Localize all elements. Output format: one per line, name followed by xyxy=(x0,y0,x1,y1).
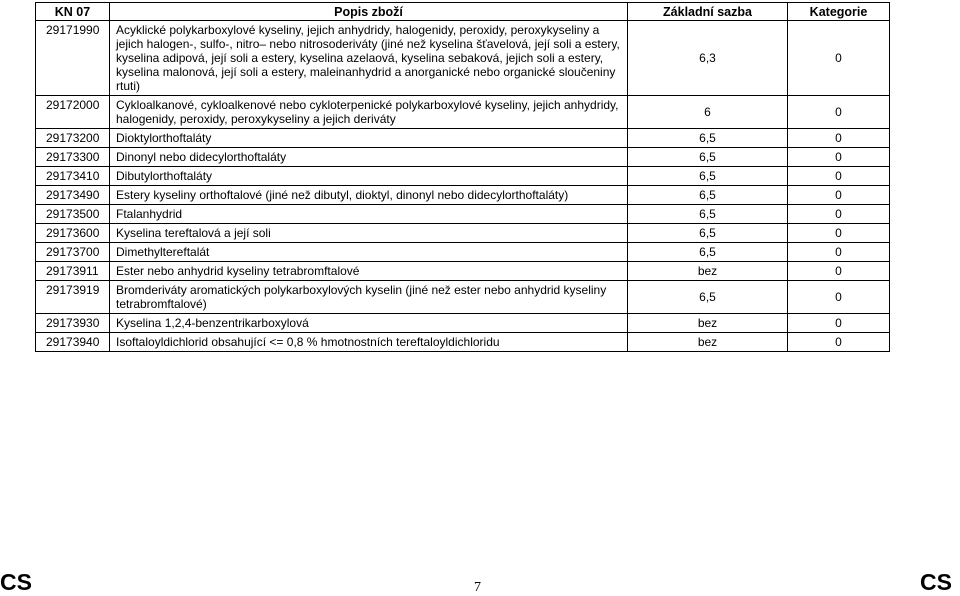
row-rate: bez xyxy=(628,314,788,333)
table-row xyxy=(36,224,890,243)
row-category: 0 xyxy=(788,224,890,243)
row-category: 0 xyxy=(788,148,890,167)
row-rate: 6,3 xyxy=(628,21,788,96)
row-description: Dinonyl nebo didecylorthoftaláty xyxy=(110,148,628,167)
row-description: Ftalanhydrid xyxy=(110,205,628,224)
row-description: Isoftaloyldichlorid obsahující <= 0,8 % hmotnostních tereftaloyldichloridu xyxy=(110,333,628,352)
row-code: 29173410 xyxy=(36,167,110,186)
row-category: 0 xyxy=(788,96,890,129)
row-description: Dibutylorthoftaláty xyxy=(110,167,628,186)
header-code: KN 07 xyxy=(36,3,110,21)
row-rate: 6,5 xyxy=(628,224,788,243)
row-category: 0 xyxy=(788,314,890,333)
row-code: 29173930 xyxy=(36,314,110,333)
row-category: 0 xyxy=(788,205,890,224)
row-rate: 6,5 xyxy=(628,186,788,205)
header-category: Kategorie xyxy=(788,3,890,21)
footer-language-mark-right: CS xyxy=(920,569,952,595)
row-rate: 6,5 xyxy=(628,281,788,314)
table-row xyxy=(36,243,890,262)
row-description: Dimethyltereftalát xyxy=(110,243,628,262)
table-row xyxy=(36,314,890,333)
table-row xyxy=(36,148,890,167)
row-rate: 6,5 xyxy=(628,129,788,148)
table-row xyxy=(36,262,890,281)
table-row xyxy=(36,167,890,186)
row-code: 29173919 xyxy=(36,281,110,314)
row-category: 0 xyxy=(788,186,890,205)
row-code: 29171990 xyxy=(36,21,110,96)
row-description: Cykloalkanové, cykloalkenové nebo cykloterpenické polykarboxylové kyseliny, jejich anhydridy, halogenidy, peroxidy, peroxykyseliny a jejich deriváty xyxy=(110,96,628,129)
table-row xyxy=(36,21,890,96)
row-rate: 6 xyxy=(628,96,788,129)
row-description: Estery kyseliny orthoftalové (jiné než dibutyl, dioktyl, dinonyl nebo didecylorthoftaláty) xyxy=(110,186,628,205)
table-row xyxy=(36,96,890,129)
row-rate: 6,5 xyxy=(628,243,788,262)
page-number: 7 xyxy=(474,580,481,595)
row-description: Dioktylorthoftaláty xyxy=(110,129,628,148)
table-row xyxy=(36,205,890,224)
row-description: Acyklické polykarboxylové kyseliny, jejich anhydridy, halogenidy, peroxidy, peroxykyseliny a jejich halogen-, sulfo-, nitro– nebo nitrosoderiváty (jiné než kyselina šťavelová, její soli a estery, kyselina adipová, její soli a estery, kyselina azelaová, kyselina sebaková, jejich soli a estery, kyselina malonová, její soli a estery, maleinanhydrid a anorganické nebo organické sloučeniny rtuti) xyxy=(110,21,628,96)
row-category: 0 xyxy=(788,167,890,186)
row-code: 29173500 xyxy=(36,205,110,224)
row-code: 29173300 xyxy=(36,148,110,167)
row-rate: 6,5 xyxy=(628,148,788,167)
table-row xyxy=(36,186,890,205)
row-category: 0 xyxy=(788,243,890,262)
table-row xyxy=(36,281,890,314)
row-category: 0 xyxy=(788,21,890,96)
row-category: 0 xyxy=(788,333,890,352)
row-category: 0 xyxy=(788,262,890,281)
row-category: 0 xyxy=(788,281,890,314)
header-rate: Základní sazba xyxy=(628,3,788,21)
table-row xyxy=(36,333,890,352)
row-code: 29172000 xyxy=(36,96,110,129)
row-rate: bez xyxy=(628,333,788,352)
row-description: Ester nebo anhydrid kyseliny tetrabromftalové xyxy=(110,262,628,281)
row-rate: 6,5 xyxy=(628,167,788,186)
row-code: 29173940 xyxy=(36,333,110,352)
tariff-table xyxy=(35,2,890,352)
row-rate: bez xyxy=(628,262,788,281)
row-rate: 6,5 xyxy=(628,205,788,224)
row-code: 29173911 xyxy=(36,262,110,281)
table-header-row xyxy=(36,3,890,21)
row-code: 29173490 xyxy=(36,186,110,205)
row-description: Kyselina 1,2,4-benzentrikarboxylová xyxy=(110,314,628,333)
row-description: Bromderiváty aromatických polykarboxylových kyselin (jiné než ester nebo anhydrid kyseliny tetrabromftalové) xyxy=(110,281,628,314)
header-description: Popis zboží xyxy=(110,3,628,21)
row-code: 29173200 xyxy=(36,129,110,148)
row-code: 29173700 xyxy=(36,243,110,262)
table-row xyxy=(36,129,890,148)
row-code: 29173600 xyxy=(36,224,110,243)
footer-language-mark-left: CS xyxy=(0,569,32,595)
row-category: 0 xyxy=(788,129,890,148)
row-description: Kyselina tereftalová a její soli xyxy=(110,224,628,243)
tariff-sheet xyxy=(35,2,889,352)
